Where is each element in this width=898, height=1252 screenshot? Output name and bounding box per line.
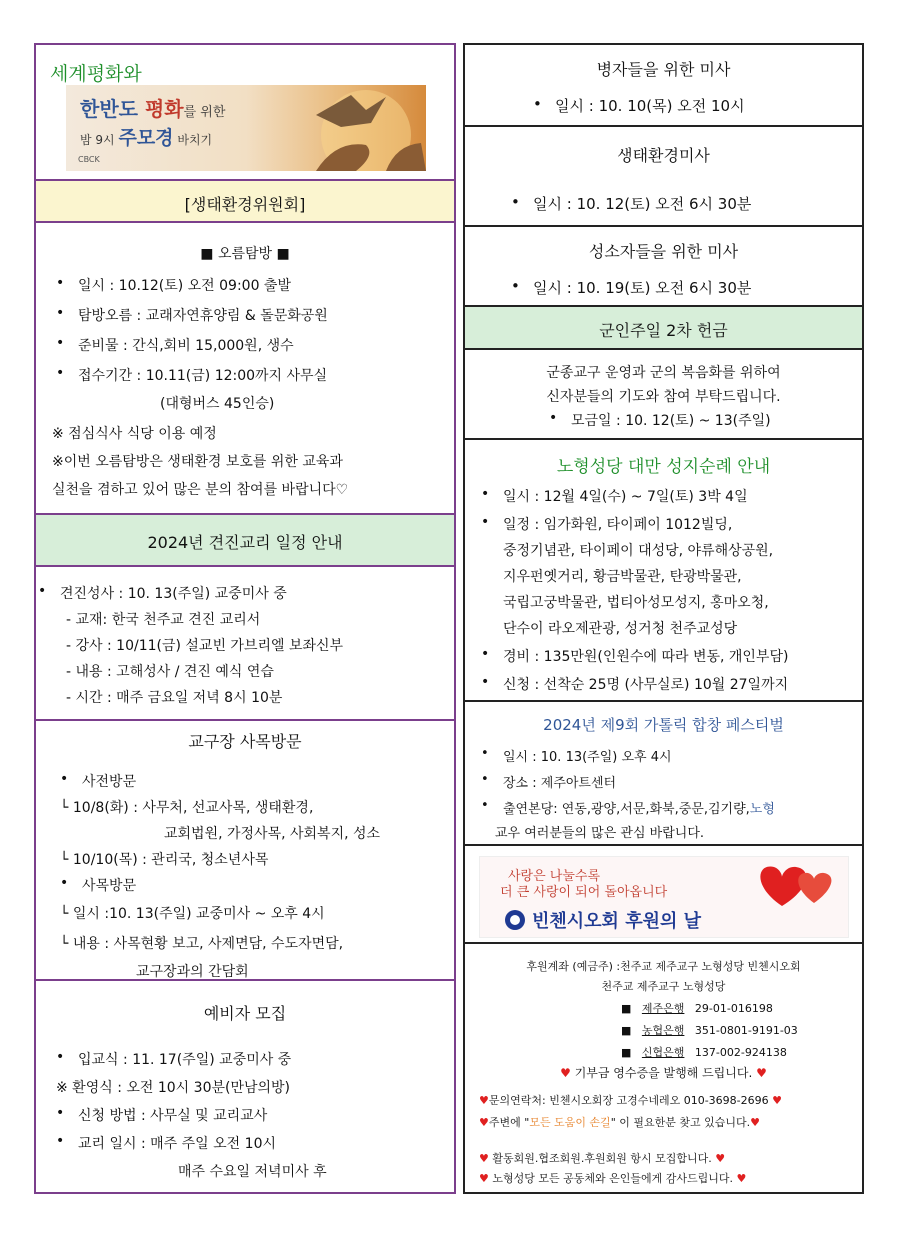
eco-committee-title: [생태환경위원회] [184,195,306,214]
banner-main-a: 한반도 [80,97,138,121]
hike-note: ※ 점심식사 식당 이용 예정 [52,426,217,442]
eco-committee-body [36,221,454,513]
peace-prayer-section [36,45,454,179]
eco-mass-section [465,125,862,225]
vincent-banner-section [465,844,862,942]
hearts-icon [752,861,842,911]
bank-number: 351-0801-9191-03 [694,1024,798,1037]
left-column [34,43,456,1194]
main-visit-line: └ 내용 : 사목현황 보고, 사제면담, 수도자면담, [60,936,344,952]
confirmation-detail: - 시간 : 매주 금요일 저녁 8시 10분 [66,690,283,706]
heart-icon: ♥ [756,1066,767,1080]
banner-logo: CBCK [78,155,100,164]
help-line [479,1114,760,1130]
hike-item: • 준비물 : 간식,회비 15,000원, 생수 [78,335,294,355]
military-date: • 모금일 : 10. 12(토) ~ 13(주일) [571,410,771,430]
catechumen-item: • 신청 방법 : 사무실 및 교리교사 [78,1105,267,1125]
members-text: 활동회원.협조회원.후원회원 항시 모집합니다. [492,1152,712,1165]
main-visit-line: └ 일시 :10. 13(주일) 교중미사 ~ 오후 4시 [60,906,325,922]
heart-icon: ♥ [715,1152,726,1165]
choir-closing: 교우 여러분들의 많은 관심 바랍니다. [495,826,705,841]
members-line [479,1150,725,1166]
heart-icon: ♥ [479,1172,489,1185]
hike-item: • 탐방오름 : 교래자연휴양림 & 돌문화공원 [78,305,328,325]
peace-heading: 세계평화와 [50,63,142,85]
vocation-mass-title: 성소자들을 위한 미사 [588,242,739,261]
heart-icon: ♥ [736,1172,747,1185]
thanks-line [479,1170,746,1186]
peace-banner [66,85,426,171]
thanks-text: 노형성당 모든 공동체와 은인들에게 감사드립니다. [492,1172,734,1185]
confirmation-detail: - 내용 : 고해성사 / 견진 예식 연습 [66,664,274,680]
catechumen-item: 매주 수요일 저녁미사 후 [178,1164,327,1180]
pilgrimage-section [465,438,862,700]
main-visit-label: • 사목방문 [82,875,136,895]
pilgrimage-title: 노형성당 대만 성지순례 안내 [556,457,771,477]
hike-note: ※이번 오름탐방은 생태환경 보호를 위한 교육과 [52,454,343,470]
confirmation-body [36,565,454,719]
military-line: 신자분들의 기도와 참여 부탁드립니다. [546,389,781,405]
heart-icon: ♥ [772,1094,783,1107]
military-line: 군종교구 운영과 군의 복음화를 위하여 [546,365,781,381]
contact-text: 문의연락처: 빈첸시오회장 고경수네레오 010-3698-2696 [488,1094,769,1107]
confirmation-title: 2024년 견진교리 일정 안내 [147,533,343,552]
help-highlight: 모든 도움이 손길 [529,1116,611,1129]
catechumen-item: • 입교식 : 11. 17(주일) 교중미사 중 [78,1049,291,1069]
catechumen-item: • 교리 일시 : 매주 주일 오전 10시 [78,1133,276,1153]
bank-name: 제주은행 [641,1002,685,1015]
bishop-visit-section [36,719,454,979]
heart-icon: ♥ [479,1116,489,1129]
catechumen-title: 예비자 모집 [203,1004,287,1023]
hike-bus: (대형버스 45인승) [160,396,275,412]
heart-icon: ♥ [479,1094,489,1107]
bank-number: 29-01-016198 [694,1002,773,1015]
vocation-mass-section [465,225,862,305]
banner-sub-b: 주모경 [118,127,174,149]
pilgrimage-apply: • 신청 : 선착순 25명 (사무실로) 10월 27일까지 [503,674,788,694]
catechumen-section [36,979,454,1194]
hike-item: • 접수기간 : 10.11(금) 12:00까지 사무실 [78,365,327,385]
hike-note: 실천을 겸하고 있어 많은 분의 참여를 바랍니다♡ [52,482,349,498]
pilgrimage-schedule: 국립고궁박물관, 법티아성모성지, 홍마오청, [503,595,769,611]
vincent-banner-line: 사랑은 나눌수록 [508,869,601,884]
military-header [465,305,862,348]
pilgrimage-cost: • 경비 : 135만원(인원수에 따라 변동, 개인부담) [503,646,788,666]
sick-mass-section [465,45,862,125]
vincent-banner-title: 빈첸시오회 후원의 날 [532,911,702,932]
bank-number: 137-002-924138 [694,1046,787,1059]
vocation-mass-time: • 일시 : 10. 19(토) 오전 6시 30분 [533,277,751,298]
choir-title: 2024년 제9회 가톨릭 합창 페스티벌 [543,716,784,734]
vincent-logo-icon [504,909,526,931]
bank-row: ■ 제주은행 29-01-016198 [621,1002,773,1015]
vincent-banner [479,856,849,938]
banner-sub-c: 바치기 [177,133,213,147]
eco-committee-header [36,179,454,221]
bank-name: 신협은행 [641,1046,685,1059]
choir-performers-main: 출연본당: 연동,광양,서문,화북,중문,김기량, [503,802,750,817]
pilgrimage-schedule: 지우펀옛거리, 황금박물관, 탄광박물관, [503,569,742,585]
choir-section [465,700,862,844]
right-column [463,43,864,1194]
heart-icon: ♥ [560,1066,571,1080]
confirmation-main: • 견진성사 : 10. 13(주일) 교중미사 중 [60,583,287,603]
help-text: 주변에 " [488,1116,530,1129]
sick-mass-title: 병자들을 위한 미사 [596,60,731,79]
choir-time: • 일시 : 10. 13(주일) 오후 4시 [503,746,672,765]
receipt-text: 기부금 영수증을 발행해 드립니다. [574,1066,753,1080]
bank-row: ■ 농협은행 351-0801-9191-03 [621,1024,798,1037]
bank-name: 농협은행 [641,1024,685,1037]
bank-row: ■ 신협은행 137-002-924138 [621,1046,787,1059]
pre-visit-line: 교회법원, 가정사목, 사회복지, 성소 [164,826,381,842]
confirmation-detail: - 강사 : 10/11(금) 설교빈 가브리엘 보좌신부 [66,638,344,654]
receipt-line [465,1064,862,1081]
banner-sub-a: 밤 9시 [80,133,115,147]
sick-mass-time: • 일시 : 10. 10(목) 오전 10시 [555,95,745,116]
hike-item: • 일시 : 10.12(토) 오전 09:00 출발 [78,275,291,295]
banner-main-c: 를 위한 [183,105,226,120]
pilgrimage-schedule: 단수이 라오제관광, 성거청 천주교성당 [503,621,738,637]
heart-icon: ♥ [750,1116,760,1129]
pilgrimage-schedule: • 일정 : 임가화원, 타이페이 1012빌딩, [503,514,732,534]
pilgrimage-schedule: 중정기념관, 타이페이 대성당, 야류해상공원, [503,543,774,559]
account-title: 후원계좌 (예금주) :천주교 제주교구 노형성당 빈첸시오회 [526,960,801,973]
pre-visit-line: └ 10/8(화) : 사무처, 선교사목, 생태환경, [60,800,314,816]
account-sub: 천주교 제주교구 노형성당 [601,980,726,993]
pre-visit-line: └ 10/10(목) : 관리국, 청소년사목 [60,852,269,868]
hike-subtitle: ■ 오름탐방 ■ [200,246,290,262]
help-text: " 이 필요한분 찾고 있습니다. [610,1116,751,1129]
choir-performers [503,798,775,817]
pre-visit-label: • 사전방문 [82,771,136,791]
main-visit-line: 교구장과의 간담회 [136,964,249,980]
contact-line [479,1092,782,1108]
eco-mass-time: • 일시 : 10. 12(토) 오전 6시 30분 [533,193,751,214]
vincent-banner-line: 더 큰 사랑이 되어 돌아옵니다 [500,885,668,900]
military-title: 군인주일 2차 헌금 [599,321,728,340]
military-body [465,348,862,438]
choir-place: • 장소 : 제주아트센터 [503,772,616,791]
heart-icon: ♥ [479,1152,489,1165]
eco-mass-title: 생태환경미사 [617,146,710,165]
confirmation-header [36,513,454,565]
banner-main-b: 평화 [144,97,184,121]
pilgrimage-date: • 일시 : 12월 4일(수) ~ 7일(토) 3박 4일 [503,486,748,506]
vincent-info-section [465,942,862,1192]
confirmation-detail: - 교재: 한국 천주교 견진 교리서 [66,612,261,628]
catechumen-note: ※ 환영식 : 오전 10시 30분(만남의방) [56,1080,291,1096]
bishop-visit-title: 교구장 사목방문 [188,732,302,751]
choir-performers-nohyeong: 노형 [749,802,775,817]
